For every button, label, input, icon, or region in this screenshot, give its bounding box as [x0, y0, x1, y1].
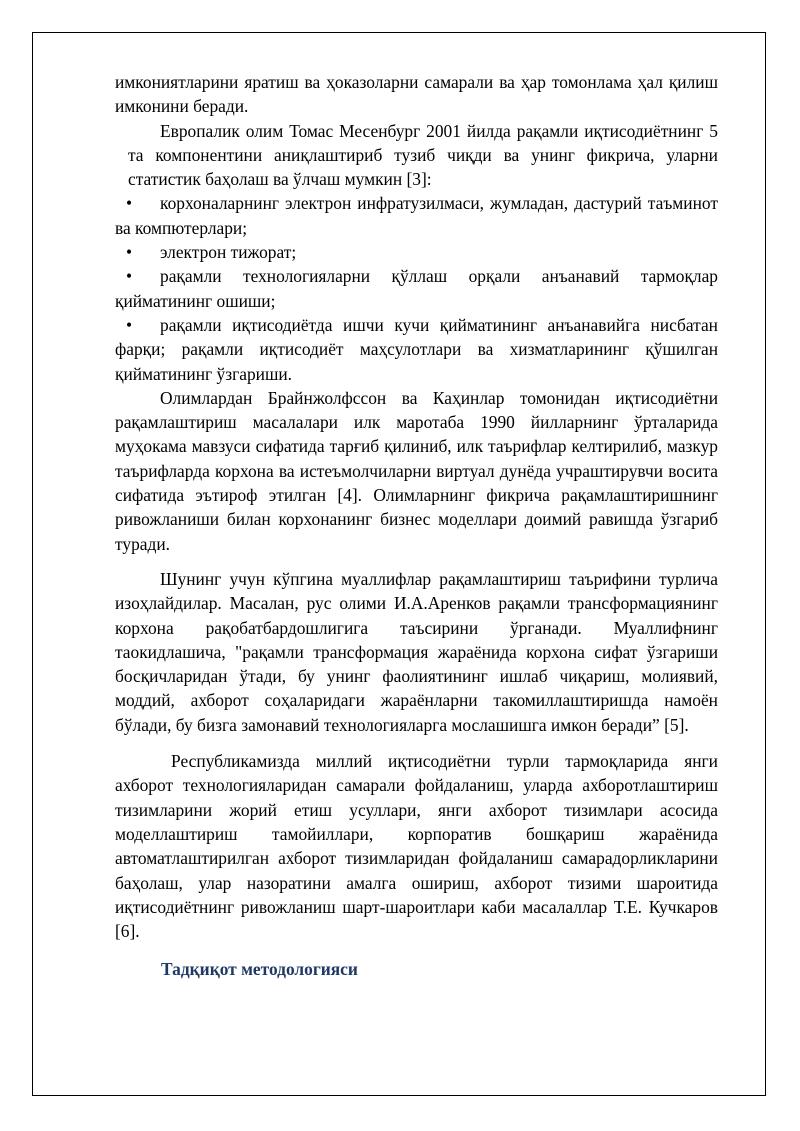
paragraph-mesenburg: Европалик олим Томас Месенбург 2001 йилда рақамли иқтисодиётнинг 5 та компонентини аниқлаштириб тузиб чиқди ва унинг фикрича, уларни статистик баҳолаш ва ўлчаш мумкин [3]: — [128, 120, 718, 190]
list-item — [115, 191, 718, 240]
paragraph-arenkov: Шунинг учун кўпгина муаллифлар рақамлаштириш таърифини турлича изоҳлайдилар. Масалан, рус олими И.А.Аренков рақамли трансформациянинг корхона рақобатбардошлигига таъсирини ўрганади. Муаллифнинг таокидлашича, "рақамли трансформация жараёнида корхона сифат ўзгариши босқичларидан ўтади, бу унинг фаолиятининг ишлаб чиқариш, молиявий, моддий, ахборот соҳаларидаги жараёнларни такомиллаштиришда намоён бўлади, бу бизга замонавий технологияларга мослашишга имкон беради” [5]. — [115, 568, 718, 735]
bullet-icon: • — [126, 314, 133, 335]
bullet-icon: • — [126, 266, 133, 287]
list-item — [115, 264, 718, 313]
bullet-icon: • — [126, 193, 133, 214]
list-item-text: рақамли иқтисодиётда ишчи кучи қийматининг анъанавийга нисбатан фарқи; рақамли иқтисодиёт маҳсулотлари ва хизматларининг қўшилган қийматининг ўзгариши. — [115, 314, 718, 384]
list-item-text: корхоналарнинг электрон инфратузилмаси, жумладан, дастурий таъминот ва компютерлари; — [115, 193, 718, 238]
section-heading: Тадқиқот методологияси — [161, 959, 358, 980]
list-item-text: рақамли технологияларни қўллаш орқали анъанавий тармоқлар қийматининг ошиши; — [115, 266, 718, 311]
document-body — [115, 70, 718, 982]
list-item — [115, 313, 718, 386]
bullet-icon: • — [126, 242, 133, 263]
paragraph-brynjolfsson: Олимлардан Брайнжолфссон ва Каҳинлар томонидан иқтисодиётни рақамлаштириш масалалари илк маротаба 1990 йилларнинг ўрталарида муҳокама мавзуси сифатида тарғиб қилиниб, илк таърифлар келтирилиб, мазкур таърифларда корхона ва истеъмолчиларни виртуал дунёда учраштирувчи восита сифатида эътироф этилган [4]. Олимларнинг фикрича рақамлаштиришнинг ривожланиши билан корхонанинг бизнес моделлари доимий равишда ўзгариб туради. — [115, 387, 718, 554]
list-item-text: электрон тижорат; — [160, 242, 297, 263]
list-item — [115, 240, 718, 264]
paragraph-intro: имкониятларини яратиш ва ҳоказоларни самарали ва ҳар томонлама ҳал қилиш имконини беради. — [115, 72, 718, 117]
paragraph-kuchkarov: Республикамизда миллий иқтисодиётни турли тармоқларида янги ахборот технологияларидан самарали фойдаланиш, уларда ахборотлаштириш тизимларини жорий етиш усуллари, янги ахборот тизимлари асосида моделлаштириш тамойиллари, корпоратив бошқариш жараёнида автоматлаштирилган ахборот тизимларидан фойдаланиш самарадорликларини баҳолаш, улар назоратини амалга ошириш, ахборот тизими шароитида иқтисодиётнинг ривожланиш шарт-шароитлари каби масалаллар Т.Е. Кучкаров [6]. — [115, 751, 718, 942]
component-list — [115, 191, 718, 385]
